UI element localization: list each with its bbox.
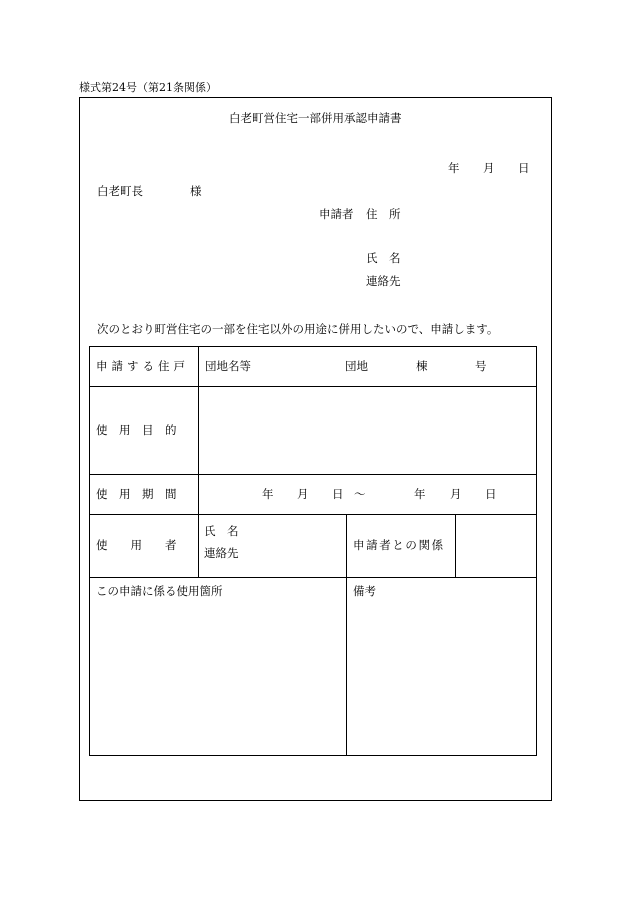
period-end-day: 日 — [485, 487, 497, 501]
remarks-label: 備考 — [353, 584, 376, 598]
row-divider — [89, 386, 537, 387]
application-statement: 次のとおり町営住宅の一部を住宅以外の用途に併用したいので、申請します。 — [97, 322, 499, 336]
user-contact-label: 連絡先 — [204, 546, 239, 560]
location-label: この申請に係る使用箇所 — [96, 584, 223, 598]
building-label: 棟 — [416, 359, 428, 373]
period-end-year: 年 — [414, 487, 426, 501]
period-start-day: 日 — [332, 487, 344, 501]
period-start-month: 月 — [297, 487, 309, 501]
row-divider — [89, 577, 537, 578]
column-divider — [455, 514, 456, 577]
period-end-month: 月 — [450, 487, 462, 501]
column-divider — [198, 346, 199, 577]
complex-label: 団地 — [345, 359, 368, 373]
dwelling-label: 申請する住戸 — [96, 359, 189, 373]
form-number: 様式第24号（第21条関係） — [79, 81, 217, 94]
period-separator: ～ — [354, 487, 366, 501]
applicant-name-label: 氏 名 — [366, 251, 401, 265]
purpose-label: 使 用 目 的 — [96, 423, 177, 437]
applicant-address-label: 住 所 — [366, 207, 401, 221]
period-start-year: 年 — [262, 487, 274, 501]
addressee-honorific: 様 — [190, 184, 202, 198]
applicant-role-label: 申請者 — [319, 207, 354, 221]
number-label: 号 — [475, 359, 487, 373]
form-title: 白老町営住宅一部併用承認申請書 — [229, 111, 402, 125]
row-divider — [89, 474, 537, 475]
applicant-contact-label: 連絡先 — [366, 274, 401, 288]
date-year: 年 — [448, 161, 460, 175]
addressee-office: 白老町長 — [97, 184, 143, 198]
date-month: 月 — [483, 161, 495, 175]
column-divider — [346, 514, 347, 756]
date-day: 日 — [518, 161, 530, 175]
row-divider — [89, 514, 537, 515]
user-label: 使 用 者 — [96, 538, 177, 552]
complex-name-label: 団地名等 — [205, 359, 251, 373]
period-label: 使 用 期 間 — [96, 487, 177, 501]
user-name-label: 氏 名 — [204, 524, 239, 538]
relation-label: 申請者との関係 — [353, 538, 445, 552]
